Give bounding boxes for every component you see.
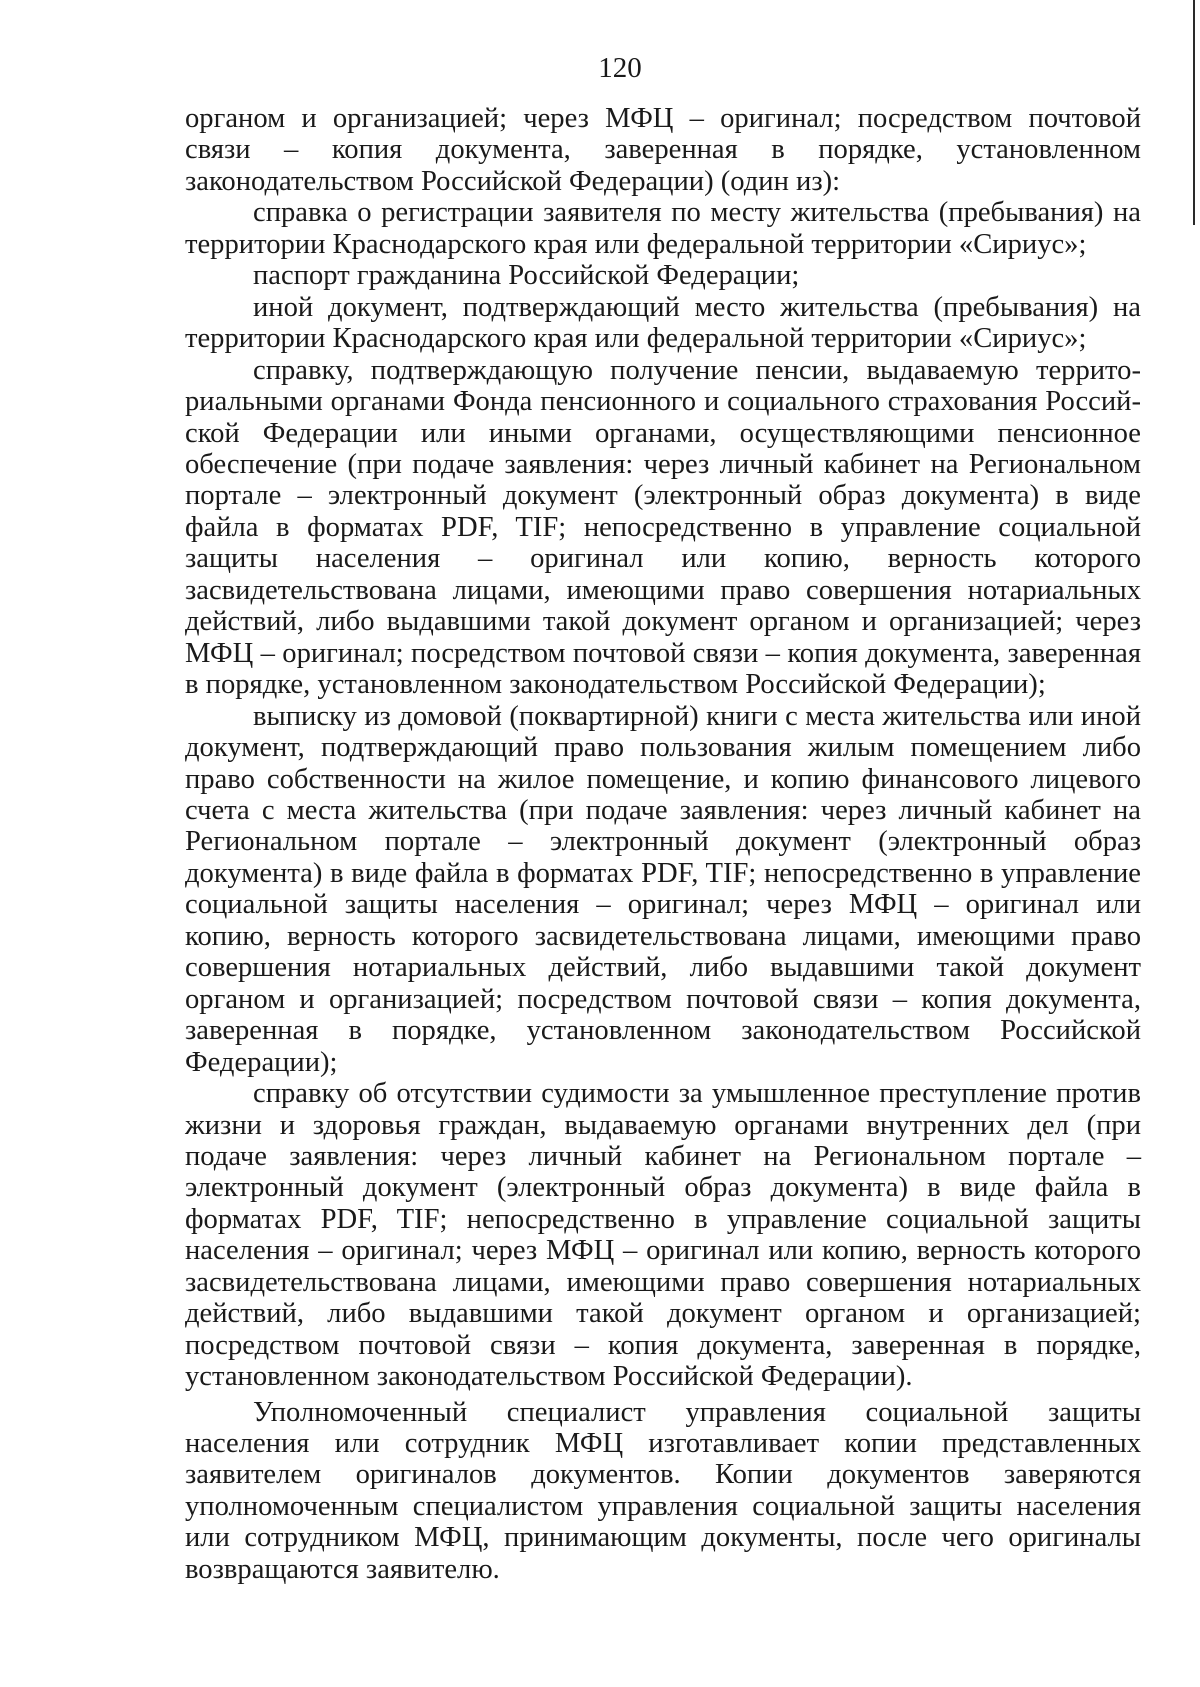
scan-edge-line bbox=[1193, 0, 1195, 225]
paragraph-continuation: органом и организацией; через МФЦ – оригинал; посредством почтовой связи – копия документа, заверенная в порядке, установленном законодательством Российской Федерации) (один из): bbox=[185, 103, 1141, 197]
paragraph-passport: паспорт гражданина Российской Федерации; bbox=[253, 260, 800, 292]
paragraph-pension-certificate: справку, подтверждающую получение пенсии, выдаваемую территориальными органами Фонда пенсионного и социального страхования Российской Федерации или иными органами, осуществляющими пенсионное обеспечение (при подаче заявления: через личный кабинет на Региональном портале – электронный документ (электронный образ документа) в виде файла в форматах PDF, TIF; непосредственно в управление социальной защиты населения – оригинал или копию, верность которого засвидетельствована лицами, имеющими право совершения нотариальных действий, либо выдавшими такой документ органом и организацией; через МФЦ – оригинал; посредством почтовой связи – копия документа, заверенная в порядке, установленном законодательством Российской Федерации); bbox=[185, 354, 1141, 701]
paragraph-registration-certificate: справка о регистрации заявителя по месту жительства (пребывания) на территории Краснодарского края или федеральной территории «Сириус»; bbox=[185, 197, 1141, 260]
paragraph-no-criminal-record: справку об отсутствии судимости за умышленное преступление против жизни и здоровья граждан, выдаваемую органами внутренних дел (при подаче заявления: через личный кабинет на Региональном портале – электронный документ (электронный образ документа) в виде файла в форматах PDF, TIF; непосредственно в управление социальной защиты населения – оригинал; через МФЦ – оригинал или копию, верность которого засвидетельствована лицами, имеющими право совершения нотариальных действий, либо выдавшими такой документ органом и организацией; посредством почтовой связи – копия документа, заверенная в порядке, установленном законодательством Российской Федерации). bbox=[185, 1078, 1141, 1393]
paragraph-house-book-extract: выписку из домовой (поквартирной) книги с места жительства или иной документ, подтверждающий право пользования жилым помещением либо право собственности на жилое помещение, и копию финансового лицевого счета с места жительства (при подаче заявления: через личный кабинет на Региональном портале – электронный документ (электронный образ документа) в виде файла в форматах PDF, TIF; непосредственно в управление социальной защиты населения – оригинал; через МФЦ – оригинал или копию, верность которого засвидетельствована лицами, имеющими право совершения нотариальных действий, либо выдавшими такой документ органом и организацией; посредством почтовой связи – копия документа, заверенная в порядке, установленном законодательством Российской Федерации); bbox=[185, 700, 1141, 1078]
paragraph-other-residence-document: иной документ, подтверждающий место жительства (пребывания) на территории Краснодарского края или федеральной территории «Сириус»; bbox=[185, 291, 1141, 355]
paragraph-authorized-specialist: Уполномоченный специалист управления социальной защиты населения или сотрудник МФЦ изготавливает копии представленных заявителем оригиналов документов. Копии документов заверяются уполномоченным специалистом управления социальной защиты населения или сотрудником МФЦ, принимающим документы, после чего оригиналы возвращаются заявителю. bbox=[185, 1396, 1141, 1585]
page-number: 120 bbox=[598, 52, 642, 84]
document-body bbox=[185, 103, 1141, 1585]
